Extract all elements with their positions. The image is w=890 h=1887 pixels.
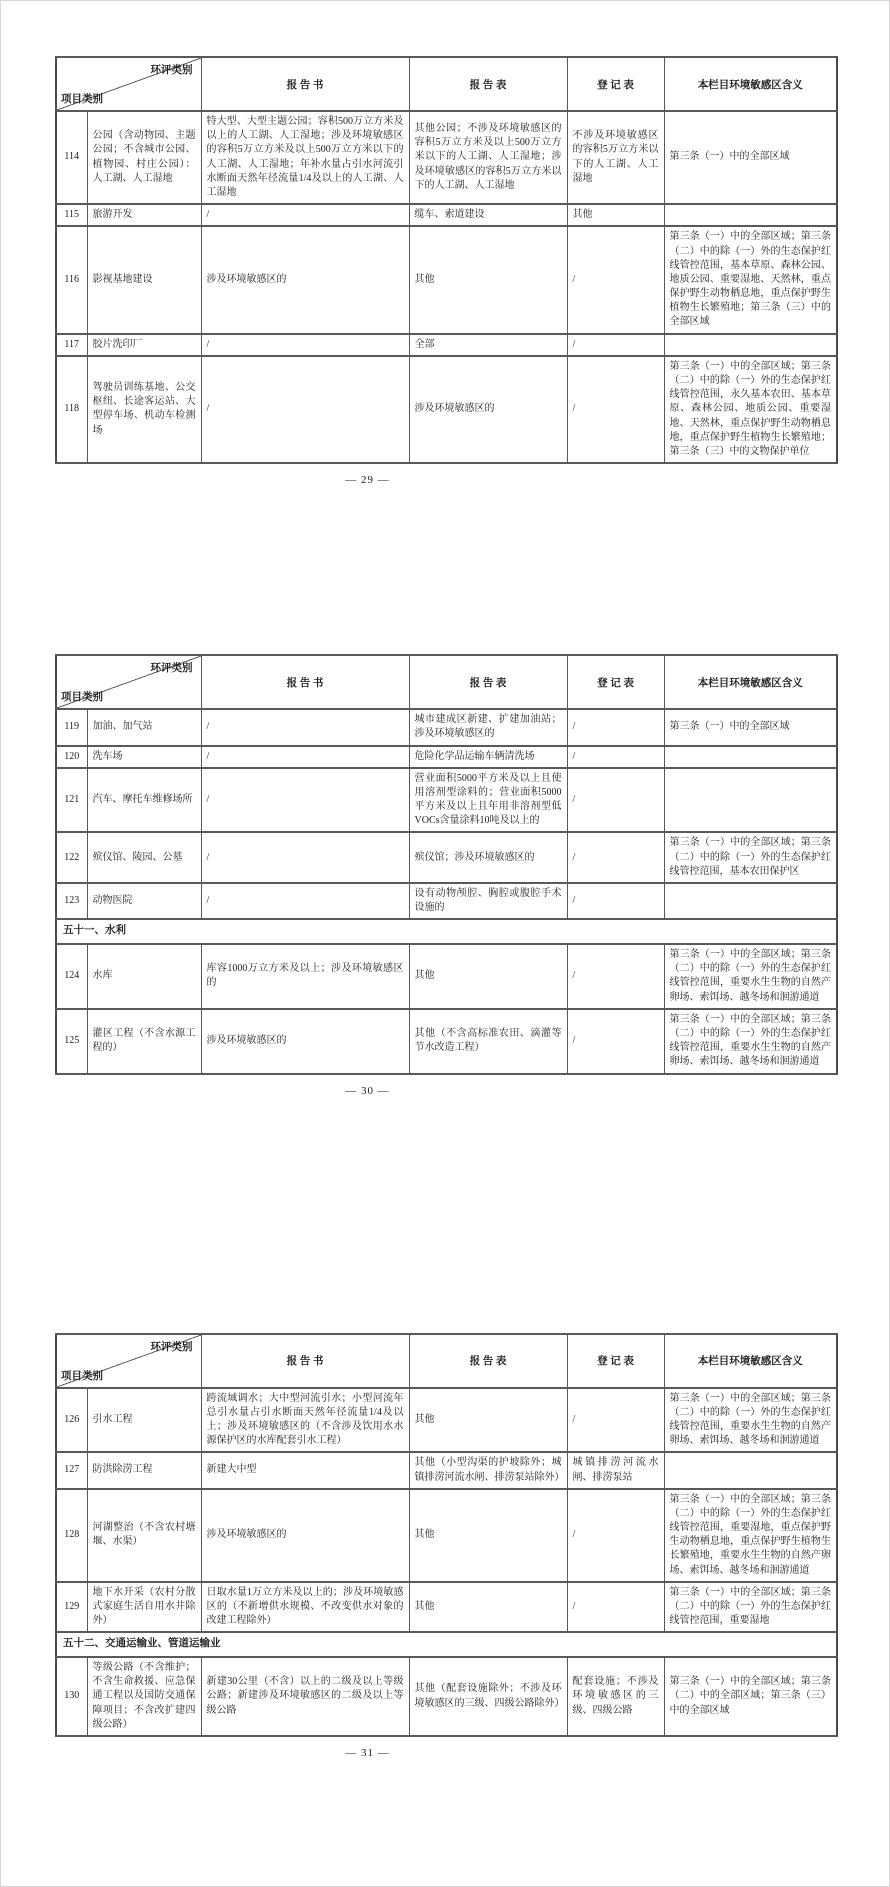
sensitive-area-meaning-cell: 第三条（一）中的全部区域；第三条（二）中的全部区域；第三条（三）中的全部区域 [664,1657,837,1736]
row-number-cell: 119 [56,709,87,745]
report-book-cell: 涉及环境敏感区的 [201,226,409,333]
row-number-cell: 114 [56,111,87,204]
report-table-cell: 其他（配套设施除外；不涉及环境敏感区的三级、四级公路除外） [409,1657,567,1736]
sensitive-area-meaning-cell [664,746,837,768]
project-category-cell: 驾驶员训练基地、公交枢纽、长途客运站、大型停车场、机动车检测场 [87,356,201,463]
report-book-cell: 库容1000万立方米及以上；涉及环境敏感区的 [201,944,409,1009]
header-report-table: 报 告 表 [409,57,567,111]
row-number-cell: 123 [56,883,87,919]
report-table-cell: 其他 [409,1388,567,1453]
table-header [56,655,837,709]
table-row [56,204,837,226]
report-table-cell: 其他 [409,1582,567,1633]
row-number-cell: 117 [56,334,87,356]
report-table-cell: 其他（小型沟渠的护坡除外；城镇排涝河流水闸、排涝泵站除外） [409,1452,567,1488]
sensitive-area-meaning-cell: 第三条（一）中的全部区域 [664,709,837,745]
section-row [56,1632,837,1657]
registration-form-cell: / [567,883,664,919]
table-row [56,768,837,833]
report-book-cell: / [201,832,409,883]
registration-form-cell: 配套设施；不涉及环境敏感区的三级、四级公路 [567,1657,664,1736]
header-eia-category-label: 环评类别 [150,1341,193,1353]
sensitive-area-meaning-cell: 第三条（一）中的全部区域；第三条（二）中的除（一）外的生态保护红线管控范围，重要湿地，重点保护野生动物栖息地，重点保护野生植物生长繁殖地，重要水生生物的自然产卵场、索饵场、越冬场和洄游通道 [664,1489,837,1582]
project-category-cell: 引水工程 [87,1388,201,1453]
report-book-cell: 日取水量1万立方米及以上的；涉及环境敏感区的（不新增供水规模、不改变供水对象的改建工程除外） [201,1582,409,1633]
report-book-cell: / [201,204,409,226]
row-number-cell: 121 [56,768,87,833]
report-table-cell: 缆车、索道建设 [409,204,567,226]
header-registration-form: 登 记 表 [567,1334,664,1388]
sensitive-area-meaning-cell: 第三条（一）中的全部区域；第三条（二）中的除（一）外的生态保护红线管控范围，重要水生生物的自然产卵场、索饵场、越冬场和洄游通道 [664,944,837,1009]
project-category-cell: 等级公路（不含维护；不含生命救援、应急保通工程以及国防交通保障项目；不含改扩建四级公路） [87,1657,201,1736]
report-table-cell: 营业面积5000平方米及以上且使用溶剂型涂料的；营业面积5000平方米及以上且年用非溶剂型低VOCs含量涂料10吨及以上的 [409,768,567,833]
sensitive-area-meaning-cell [664,883,837,919]
project-category-cell: 动物医院 [87,883,201,919]
corner-header-cell [56,655,201,709]
report-book-cell: 涉及环境敏感区的 [201,1489,409,1582]
row-number-cell: 127 [56,1452,87,1488]
report-book-cell: / [201,883,409,919]
registration-form-cell: 城镇排涝河流水闸、排涝泵站 [567,1452,664,1488]
project-category-cell: 洗车场 [87,746,201,768]
project-category-cell: 旅游开发 [87,204,201,226]
header-sensitive-area-meaning: 本栏目环境敏感区含义 [664,1334,837,1388]
header-registration-form: 登 记 表 [567,655,664,709]
sensitive-area-meaning-cell: 第三条（一）中的全部区域；第三条（二）中的除（一）外的生态保护红线管控范围，基本草原、森林公园、地质公园、重要湿地、天然林，重点保护野生动物栖息地，重点保护野生植物生长繁殖地；第三条（三）中的全部区域 [664,226,837,333]
project-category-cell: 加油、加气站 [87,709,201,745]
row-number-cell: 129 [56,1582,87,1633]
table-row [56,226,837,333]
page-sheet-29 [0,56,890,486]
row-number-cell: 118 [56,356,87,463]
row-number-cell: 130 [56,1657,87,1736]
report-table-cell: 其他（不含高标准农田、滴灌等节水改造工程） [409,1009,567,1074]
report-book-cell: / [201,746,409,768]
registration-form-cell: / [567,1388,664,1453]
header-row [56,57,837,111]
eia-category-table-page-30 [55,654,838,1074]
report-table-cell: 全部 [409,334,567,356]
corner-header-cell [56,1334,201,1388]
row-number-cell: 115 [56,204,87,226]
report-table-cell: 危险化学品运输车辆清洗场 [409,746,567,768]
registration-form-cell: / [567,1009,664,1074]
header-row [56,655,837,709]
report-book-cell: 特大型、大型主题公园；容积500万立方米及以上的人工湖、人工湿地；涉及环境敏感区的容积5万立方米及以上500万立方米以下的人工湖、人工湿地；年补水量占引水河流引水断面天然年径流量1/4及以上的人工湖、人工湿地 [201,111,409,204]
header-project-category-label: 项目类别 [61,692,103,704]
table-row [56,1388,837,1453]
table-row [56,746,837,768]
report-table-cell: 设有动物颅腔、胸腔或腹腔手术设施的 [409,883,567,919]
project-category-cell: 地下水开采（农村分散式家庭生活自用水井除外） [87,1582,201,1633]
table-row [56,883,837,919]
report-book-cell: / [201,709,409,745]
project-category-cell: 胶片洗印厂 [87,334,201,356]
row-number-cell: 125 [56,1009,87,1074]
sensitive-area-meaning-cell: 第三条（一）中的全部区域；第三条（二）中的除（一）外的生态保护红线管控范围，重要水生生物的自然产卵场、索饵场、越冬场和洄游通道 [664,1009,837,1074]
corner-header-cell [56,57,201,111]
table-row [56,1009,837,1074]
section-row [56,919,837,944]
page-sheet-30 [0,654,890,1096]
header-sensitive-area-meaning: 本栏目环境敏感区含义 [664,655,837,709]
registration-form-cell: / [567,746,664,768]
table-row [56,334,837,356]
sensitive-area-meaning-cell: 第三条（一）中的全部区域；第三条（二）中的除（一）外的生态保护红线管控范围，基本农田保护区 [664,832,837,883]
report-table-cell: 其他 [409,944,567,1009]
header-row [56,1334,837,1388]
report-book-cell: / [201,356,409,463]
registration-form-cell: / [567,226,664,333]
table-header [56,1334,837,1388]
header-eia-category-label: 环评类别 [150,65,193,76]
table-row [56,1582,837,1633]
table-header [56,57,837,111]
header-report-book: 报 告 书 [201,57,409,111]
registration-form-cell: / [567,356,664,463]
header-report-book: 报 告 书 [201,1334,409,1388]
registration-form-cell: 不涉及环境敏感区的容积5万立方米以下的人工湖、人工湿地 [567,111,664,204]
project-category-cell: 水库 [87,944,201,1009]
report-table-cell: 殡仪馆；涉及环境敏感区的 [409,832,567,883]
report-table-cell: 涉及环境敏感区的 [409,356,567,463]
page-number: — 30 — [345,1084,390,1097]
header-registration-form: 登 记 表 [567,57,664,111]
sensitive-area-meaning-cell [664,768,837,833]
header-report-table: 报 告 表 [409,655,567,709]
eia-category-table-page-29 [55,56,838,464]
page-sheet-31 [0,1333,890,1759]
project-category-cell: 殡仪馆、陵园、公墓 [87,832,201,883]
report-table-cell: 其他 [409,1489,567,1582]
page-number: — 31 — [345,1747,390,1759]
registration-form-cell: / [567,334,664,356]
report-book-cell: 跨流域调水；大中型河流引水；小型河流年总引水量占引水断面天然年径流量1/4及以上；涉及环境敏感区的（不含涉及饮用水水源保护区的水库配套引水工程） [201,1388,409,1453]
report-book-cell: 涉及环境敏感区的 [201,1009,409,1074]
table-row [56,111,837,204]
registration-form-cell: / [567,768,664,833]
report-book-cell: / [201,768,409,833]
header-sensitive-area-meaning: 本栏目环境敏感区含义 [664,57,837,111]
sensitive-area-meaning-cell: 第三条（一）中的全部区域；第三条（二）中的除（一）外的生态保护红线管控范围，重要水生生物的自然产卵场、索饵场、越冬场和洄游通道 [664,1388,837,1453]
header-report-book: 报 告 书 [201,655,409,709]
project-category-cell: 河湖整治（不含农村塘堰、水渠） [87,1489,201,1582]
report-book-cell: 新建30公里（不含）以上的二级及以上等级公路；新建涉及环境敏感区的二级及以上等级公路 [201,1657,409,1736]
report-table-cell: 其他公园；不涉及环境敏感区的容积5万立方米及以上500万立方米以下的人工湖、人工湿地；涉及环境敏感区的容积5万立方米以下的人工湖、人工湿地 [409,111,567,204]
sensitive-area-meaning-cell: 第三条（一）中的全部区域 [664,111,837,204]
registration-form-cell: / [567,1489,664,1582]
registration-form-cell: / [567,1582,664,1633]
row-number-cell: 128 [56,1489,87,1582]
registration-form-cell: / [567,709,664,745]
sensitive-area-meaning-cell [664,334,837,356]
project-category-cell: 防洪除涝工程 [87,1452,201,1488]
report-book-cell: / [201,334,409,356]
section-title-cell: 五十二、交通运输业、管道运输业 [56,1632,837,1657]
report-table-cell: 其他 [409,226,567,333]
report-book-cell: 新建大中型 [201,1452,409,1488]
header-eia-category-label: 环评类别 [150,663,193,675]
sensitive-area-meaning-cell [664,1452,837,1488]
header-project-category-label: 项目类别 [61,1370,103,1382]
eia-category-table-page-31 [55,1333,838,1737]
header-project-category-label: 项目类别 [61,94,103,105]
table-row [56,944,837,1009]
sensitive-area-meaning-cell: 第三条（一）中的全部区域；第三条（二）中的除（一）外的生态保护红线管控范围，永久基本农田、基本草原、森林公园、地质公园、重要湿地、天然林，重点保护野生动物栖息地，重点保护野生植物生长繁殖地；第三条（三）中的文物保护单位 [664,356,837,463]
sensitive-area-meaning-cell [664,204,837,226]
table-row [56,356,837,463]
report-table-cell: 城市建成区新建、扩建加油站；涉及环境敏感区的 [409,709,567,745]
table-row [56,1657,837,1736]
project-category-cell: 公园（含动物园、主题公园；不含城市公园、植物园、村庄公园）：人工湖、人工湿地 [87,111,201,204]
registration-form-cell: / [567,944,664,1009]
row-number-cell: 126 [56,1388,87,1453]
page-number: — 29 — [345,474,390,487]
project-category-cell: 灌区工程（不含水源工程的） [87,1009,201,1074]
project-category-cell: 汽车、摩托车维修场所 [87,768,201,833]
row-number-cell: 116 [56,226,87,333]
section-title-cell: 五十一、水利 [56,919,837,944]
table-row [56,1452,837,1488]
registration-form-cell: 其他 [567,204,664,226]
table-row [56,1489,837,1582]
header-report-table: 报 告 表 [409,1334,567,1388]
table-row [56,709,837,745]
sensitive-area-meaning-cell: 第三条（一）中的全部区域；第三条（二）中的除（一）外的生态保护红线管控范围，重要湿地 [664,1582,837,1633]
row-number-cell: 122 [56,832,87,883]
project-category-cell: 影视基地建设 [87,226,201,333]
registration-form-cell: / [567,832,664,883]
row-number-cell: 124 [56,944,87,1009]
row-number-cell: 120 [56,746,87,768]
table-row [56,832,837,883]
